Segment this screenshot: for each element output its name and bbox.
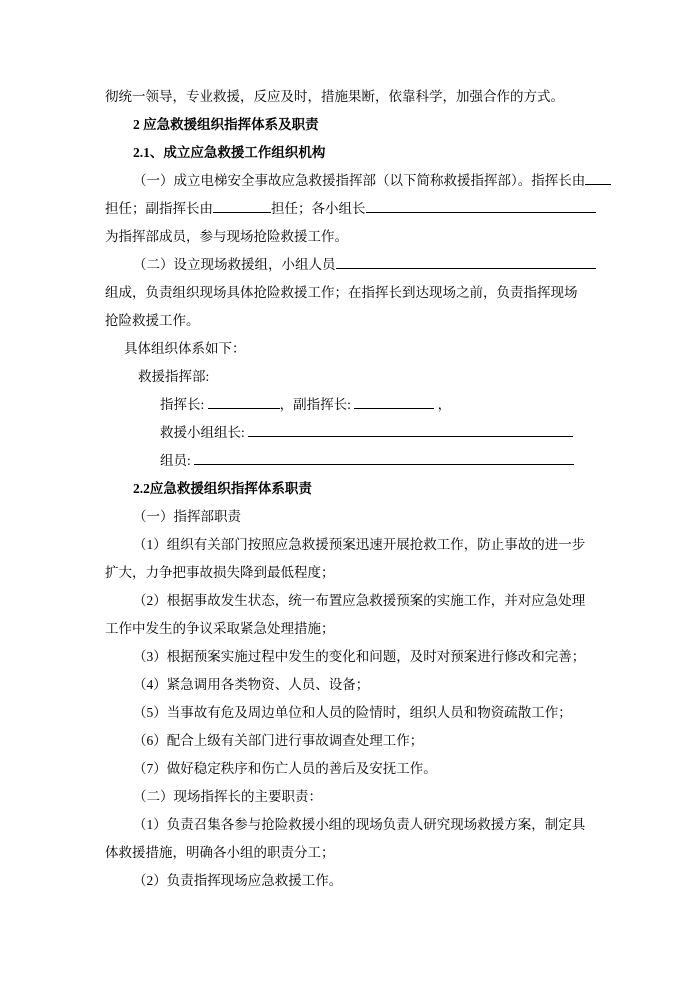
team-leader-row: [105, 419, 599, 447]
hq-duty-item4: [105, 671, 599, 699]
setup-item2-line1: [105, 251, 599, 279]
setup-item1-line1: [105, 167, 599, 195]
text-run: 彻统一领导，专业救援，反应及时，措施果断，依靠科学，加强合作的方式。: [105, 89, 564, 104]
section-2-heading: [105, 111, 599, 139]
onsite-commander-duties-title: [105, 783, 599, 811]
text-run: （1）组织有关部门按照应急救援预案迅速开展抢救工作，防止事故的进一步: [133, 537, 586, 552]
fill-in-blank-team-members: [336, 255, 596, 269]
section-2-2-heading: [105, 475, 599, 503]
setup-item1-line2: [105, 195, 599, 223]
fill-in-blank-group-leaders: [366, 199, 596, 213]
setup-item2-line3: [105, 307, 599, 335]
team-leader-label: 救援小组组长:: [160, 425, 249, 440]
onsite-duty-item1-line2: [105, 839, 599, 867]
heading-text: 2.1、成立应急救援工作组织机构: [133, 145, 326, 160]
members-label: 组员:: [160, 453, 195, 468]
text-run: 抢险救援工作。: [105, 313, 200, 328]
system-intro-line: [105, 335, 599, 363]
fill-in-blank-commander-name: [208, 395, 280, 409]
fill-in-blank-commander: [585, 171, 611, 185]
text-run: （6）配合上级有关部门进行事故调查处理工作；: [133, 733, 424, 748]
commander-row: [105, 391, 599, 419]
text-run: （2）负责指挥现场应急救援工作。: [133, 873, 343, 888]
text-run: （1）负责召集各参与抢险救援小组的现场负责人研究现场救援方案，制定具: [133, 817, 586, 832]
fill-in-blank-team-leader-names: [248, 423, 573, 437]
hq-duty-item1-line1: [105, 531, 599, 559]
text-run: （7）做好稳定秩序和伤亡人员的善后及安抚工作。: [133, 761, 437, 776]
hq-duty-item2-line2: [105, 615, 599, 643]
commander-label: 指挥长:: [160, 397, 208, 412]
hq-duty-item2-line1: [105, 587, 599, 615]
setup-item1-line3: [105, 223, 599, 251]
text-run: 救援指挥部:: [138, 369, 210, 384]
hq-duty-item6: [105, 727, 599, 755]
command-hq-label-line: [105, 363, 599, 391]
text-run: 工作中发生的争议采取紧急处理措施；: [105, 621, 335, 636]
fill-in-blank-deputy-commander-name: [354, 395, 434, 409]
text-run: 体救援措施，明确各小组的职责分工；: [105, 845, 335, 860]
text-run: 组成，负责组织现场具体抢险救援工作；在指挥长到达现场之前，负责指挥现场: [105, 285, 578, 300]
hq-duty-item3: [105, 643, 599, 671]
hq-duty-item5: [105, 699, 599, 727]
text-run: （二）设立现场救援组，小组人员: [133, 257, 336, 272]
text-run: （2）根据事故发生状态，统一布置应急救援预案的实施工作，并对应急处理: [133, 593, 586, 608]
intro-continuation-line: [105, 83, 599, 111]
document-body: [105, 83, 599, 895]
hq-duty-item7: [105, 755, 599, 783]
heading-text: 2.2应急救援组织指挥体系职责: [133, 481, 312, 496]
onsite-duty-item1-line1: [105, 811, 599, 839]
text-run: （4）紧急调用各类物资、人员、设备；: [133, 677, 370, 692]
text-run: 担任；副指挥长由: [105, 201, 213, 216]
hq-duty-item1-line2: [105, 559, 599, 587]
text-run: 具体组织体系如下：: [124, 341, 246, 356]
fill-in-blank-deputy-commander: [213, 199, 271, 213]
fill-in-blank-member-names: [194, 451, 574, 465]
text-run: 担任；各小组长: [271, 201, 366, 216]
heading-text: 2 应急救援组织指挥体系及职责: [133, 117, 319, 132]
members-row: [105, 447, 599, 475]
text-run: 为指挥部成员，参与现场抢险救援工作。: [105, 229, 348, 244]
text-run: 扩大，力争把事故损失降到最低程度；: [105, 565, 335, 580]
onsite-duty-item2: [105, 867, 599, 895]
hq-duties-title: [105, 503, 599, 531]
text-run: （二）现场指挥长的主要职责：: [133, 789, 322, 804]
text-run: （3）根据预案实施过程中发生的变化和问题，及时对预案进行修改和完善；: [133, 649, 586, 664]
setup-item2-line2: [105, 279, 599, 307]
text-run: （一）成立电梯安全事故应急救援指挥部（以下简称救援指挥部）。指挥长由: [133, 173, 586, 188]
text-run: （一）指挥部职责: [133, 509, 241, 524]
section-2-1-heading: [105, 139, 599, 167]
text-run: （5）当事故有危及周边单位和人员的险情时，组织人员和物资疏散工作；: [133, 705, 572, 720]
text-run: ，: [434, 397, 452, 412]
deputy-commander-label: ，副指挥长:: [279, 397, 355, 412]
